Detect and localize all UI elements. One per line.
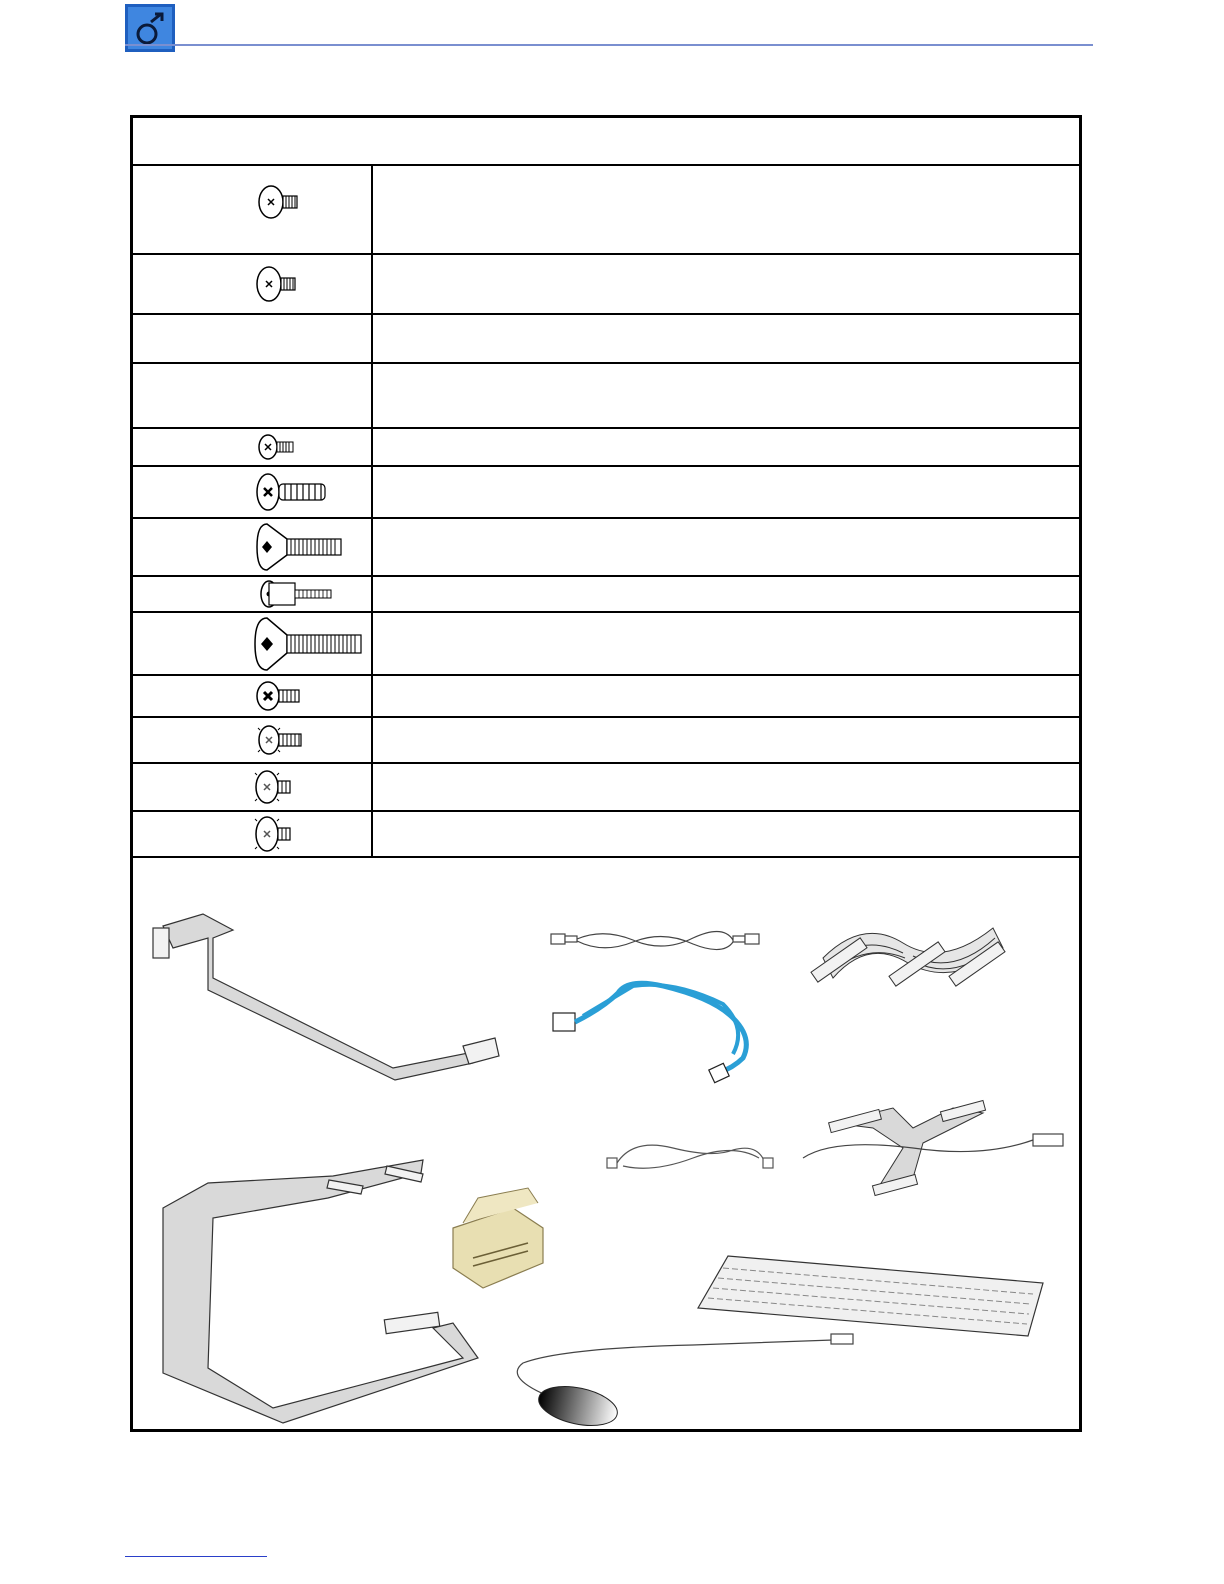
row-description	[373, 255, 1079, 313]
row-description	[373, 812, 1079, 856]
footer-rule	[125, 1556, 267, 1557]
usb-cable-icon	[551, 931, 759, 949]
row-icon-cell	[133, 166, 373, 253]
flex-cable-icon	[153, 914, 499, 1080]
table-row	[133, 764, 1079, 812]
table-row	[133, 315, 1079, 364]
row-description	[373, 364, 1079, 427]
table-row	[133, 255, 1079, 315]
phillips-pan-screw-icon	[255, 265, 299, 303]
row-description	[373, 519, 1079, 575]
row-icon-cell	[133, 676, 373, 716]
small-phillips-screw-icon	[257, 432, 297, 462]
long-flex-cable-icon	[163, 1160, 478, 1423]
ribbon-cable-icon	[811, 928, 1005, 986]
hex-shoulder-screw-icon	[259, 579, 333, 609]
row-description	[373, 718, 1079, 762]
long-hex-flat-head-screw-icon	[251, 616, 365, 672]
table-title-row	[133, 118, 1079, 166]
header-rule	[125, 44, 1093, 46]
parts-table	[130, 115, 1082, 1432]
table-row	[133, 429, 1079, 467]
keyboard-icon	[698, 1134, 1063, 1336]
table-row	[133, 519, 1079, 577]
row-icon-cell	[133, 364, 373, 427]
table-row	[133, 166, 1079, 255]
cables-illustration	[133, 858, 1079, 1429]
scsi-adapter-icon	[453, 1188, 543, 1288]
short-flanged-screw-icon	[253, 815, 293, 853]
row-icon-cell	[133, 764, 373, 810]
row-icon-cell	[133, 429, 373, 465]
phillips-screw-icon	[255, 680, 305, 712]
row-description	[373, 429, 1079, 465]
table-row	[133, 812, 1079, 858]
phillips-pan-screw-icon	[257, 184, 301, 220]
row-icon-cell	[133, 812, 373, 856]
table-row	[133, 364, 1079, 429]
row-icon-cell	[133, 255, 373, 313]
ethernet-cable-icon	[607, 1145, 773, 1168]
table-row	[133, 676, 1079, 718]
row-icon-cell	[133, 315, 373, 362]
row-description	[373, 315, 1079, 362]
row-description	[373, 764, 1079, 810]
row-icon-cell	[133, 519, 373, 575]
flanged-phillips-screw-icon	[257, 724, 307, 756]
ribbon-cable-short-icon	[829, 1100, 986, 1195]
table-row	[133, 577, 1079, 613]
table-row	[133, 613, 1079, 676]
row-description	[373, 467, 1079, 517]
row-description	[373, 577, 1079, 611]
row-icon-cell	[133, 577, 373, 611]
row-icon-cell	[133, 718, 373, 762]
table-row	[133, 718, 1079, 764]
power-cord-icon	[553, 983, 746, 1083]
long-coarse-thread-screw-icon	[255, 471, 329, 513]
hex-flat-head-screw-icon	[253, 522, 345, 572]
row-description	[373, 613, 1079, 674]
row-icon-cell	[133, 613, 373, 674]
row-description	[373, 166, 1079, 253]
short-flanged-screw-icon	[253, 769, 293, 805]
table-row	[133, 467, 1079, 519]
row-icon-cell	[133, 467, 373, 517]
mouse-icon	[517, 1334, 853, 1429]
row-description	[373, 676, 1079, 716]
